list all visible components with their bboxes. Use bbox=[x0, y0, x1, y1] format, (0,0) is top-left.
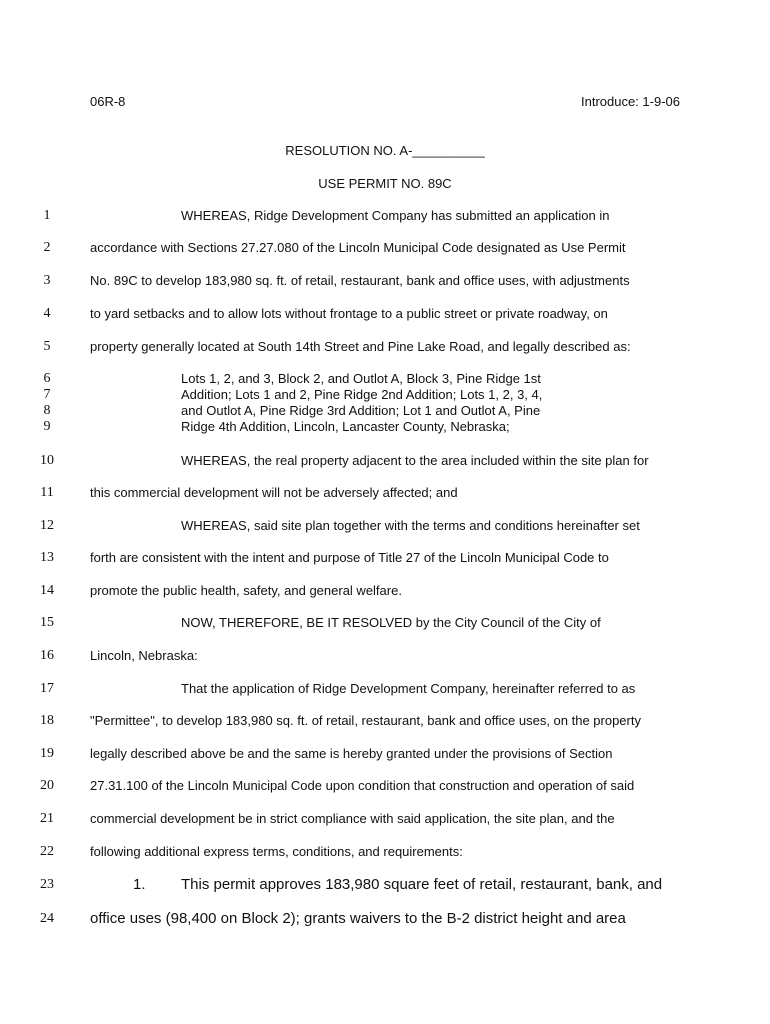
line-number: 14 bbox=[40, 583, 54, 598]
body-line: "Permittee", to develop 183,980 sq. ft. of retail, restaurant, bank and office uses, on the property bbox=[90, 713, 641, 728]
body-line: WHEREAS, said site plan together with the terms and conditions hereinafter set bbox=[181, 518, 640, 533]
body-line: forth are consistent with the intent and purpose of Title 27 of the Lincoln Municipal Code to bbox=[90, 550, 609, 565]
line-number: 10 bbox=[40, 453, 54, 468]
legal-description-line: Ridge 4th Addition, Lincoln, Lancaster County, Nebraska; bbox=[181, 419, 510, 434]
line-number: 24 bbox=[40, 911, 54, 926]
body-line: commercial development be in strict compliance with said application, the site plan, and the bbox=[90, 811, 615, 826]
introduce-date: Introduce: 1-9-06 bbox=[580, 94, 680, 109]
condition-number: 1. bbox=[133, 876, 146, 893]
use-permit-title: USE PERMIT NO. 89C bbox=[318, 176, 452, 191]
body-line: This permit approves 183,980 square feet of retail, restaurant, bank, and bbox=[181, 876, 663, 893]
body-line: property generally located at South 14th Street and Pine Lake Road, and legally described as: bbox=[90, 339, 631, 354]
line-number: 11 bbox=[40, 485, 54, 500]
body-line: 27.31.100 of the Lincoln Municipal Code upon condition that construction and operation of said bbox=[90, 778, 635, 793]
line-number: 20 bbox=[40, 778, 54, 793]
body-line: No. 89C to develop 183,980 sq. ft. of retail, restaurant, bank and office uses, with adjustments bbox=[90, 273, 630, 288]
line-number: 1 bbox=[43, 208, 51, 223]
line-number: 5 bbox=[43, 339, 51, 354]
body-line: legally described above be and the same is hereby granted under the provisions of Section bbox=[90, 746, 613, 761]
body-line: following additional express terms, conditions, and requirements: bbox=[90, 844, 463, 859]
line-number: 2 bbox=[43, 240, 51, 255]
body-line: promote the public health, safety, and general welfare. bbox=[90, 583, 402, 598]
line-number: 9 bbox=[43, 419, 51, 434]
line-number: 17 bbox=[40, 681, 54, 696]
document-code: 06R-8 bbox=[90, 94, 126, 109]
body-line: That the application of Ridge Development Company, hereinafter referred to as bbox=[181, 681, 636, 696]
legal-description-line: Lots 1, 2, and 3, Block 2, and Outlot A, Block 3, Pine Ridge 1st bbox=[181, 371, 541, 386]
line-number: 12 bbox=[40, 518, 54, 533]
body-line: accordance with Sections 27.27.080 of the Lincoln Municipal Code designated as Use Permit bbox=[90, 240, 626, 255]
line-number: 4 bbox=[43, 306, 51, 321]
body-line: WHEREAS, the real property adjacent to the area included within the site plan for bbox=[181, 453, 649, 468]
line-number: 8 bbox=[43, 403, 51, 418]
resolution-number: RESOLUTION NO. A-__________ bbox=[285, 143, 485, 158]
line-number: 6 bbox=[43, 371, 51, 386]
legal-description-line: and Outlot A, Pine Ridge 3rd Addition; Lot 1 and Outlot A, Pine bbox=[181, 403, 541, 418]
body-line: to yard setbacks and to allow lots without frontage to a public street or private roadway, on bbox=[90, 306, 608, 321]
line-number: 23 bbox=[40, 877, 54, 892]
body-line: office uses (98,400 on Block 2); grants waivers to the B-2 district height and area bbox=[90, 910, 626, 927]
body-line: this commercial development will not be adversely affected; and bbox=[90, 485, 458, 500]
line-number: 21 bbox=[40, 811, 54, 826]
line-number: 15 bbox=[40, 615, 54, 630]
legal-description-line: Addition; Lots 1 and 2, Pine Ridge 2nd Addition; Lots 1, 2, 3, 4, bbox=[181, 387, 543, 402]
line-number: 16 bbox=[40, 648, 54, 663]
line-number: 7 bbox=[43, 387, 51, 402]
body-line: Lincoln, Nebraska: bbox=[90, 648, 198, 663]
body-line: WHEREAS, Ridge Development Company has submitted an application in bbox=[181, 208, 610, 223]
line-number: 13 bbox=[40, 550, 54, 565]
line-number: 22 bbox=[40, 844, 54, 859]
line-number: 19 bbox=[40, 746, 54, 761]
line-number: 18 bbox=[40, 713, 54, 728]
body-line: NOW, THEREFORE, BE IT RESOLVED by the City Council of the City of bbox=[181, 615, 601, 630]
line-number: 3 bbox=[43, 273, 51, 288]
